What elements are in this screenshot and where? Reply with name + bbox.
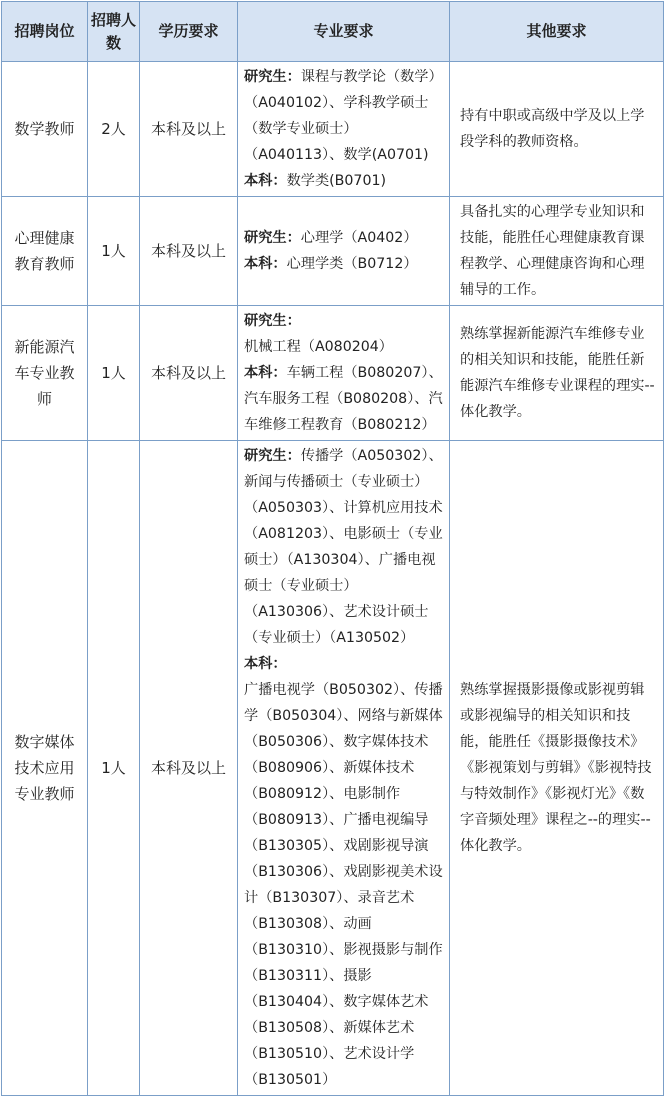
other-cell: 具备扎实的心理学专业知识和技能，能胜任心理健康教育课程教学、心理健康咨询和心理辅导的工作。 (450, 197, 664, 306)
count-cell: 1人 (88, 306, 140, 441)
major-cell (238, 197, 450, 306)
undergraduate-majors: 心理学类（B0712） (286, 256, 418, 272)
count-cell: 1人 (88, 441, 140, 1096)
graduate-majors: 心理学（A0402） (300, 230, 418, 246)
major-cell (238, 441, 450, 1096)
undergraduate-majors: 广播电视学（B050302）、传播学（B050304）、网络与新媒体（B050306）、数字媒体技术（B080906）、新媒体技术（B080912）、电影制作（B080913）、广播电视编导（B130305）、戏剧影视导演（B130306）、戏剧影视美术设计（B130307）、录音艺术（B130308）、动画（B130310）、影视摄影与制作（B130311）、摄影（B130404）、数字媒体艺术（B130508）、新媒体艺术（B130510）、艺术设计学（B130501） (244, 682, 443, 1088)
header-major: 专业要求 (238, 2, 450, 62)
education-cell: 本科及以上 (140, 306, 238, 441)
position-cell: 数学教师 (2, 62, 88, 197)
other-cell: 熟练掌握摄影摄像或影视剪辑或影视编导的相关知识和技能，能胜任《摄影摄像技术》《影视策划与剪辑》《影视特技与特效制作》《影视灯光》《数字音频处理》课程之--的理实--体化教学。 (450, 441, 664, 1096)
major-cell (238, 306, 450, 441)
header-education: 学历要求 (140, 2, 238, 62)
education-cell: 本科及以上 (140, 197, 238, 306)
graduate-majors: 机械工程（A080204） (244, 339, 393, 355)
graduate-majors: 传播学（A050302）、新闻与传播硕士（专业硕士）（A050303）、计算机应用技术（A081203）、电影硕士（专业硕士）（A130304）、广播电视硕士（专业硕士）（A130306）、艺术设计硕士（专业硕士）（A130502） (244, 448, 443, 646)
graduate-label: 研究生： (244, 69, 301, 85)
graduate-majors: 课程与教学论（数学）（A040102）、学科教学硕士（数学专业硕士）（A040113）、数学(A0701) (244, 69, 443, 163)
undergraduate-majors: 数学类(B0701) (286, 173, 387, 189)
table-row (2, 62, 664, 197)
undergraduate-majors: 车辆工程（B080207）、汽车服务工程（B080208）、汽车维修工程教育（B080212） (244, 365, 443, 433)
position-cell: 心理健康教育教师 (2, 197, 88, 306)
undergraduate-label: 本科： (244, 256, 287, 272)
count-cell: 1人 (88, 197, 140, 306)
table-row (2, 441, 664, 1096)
undergraduate-label: 本科： (244, 656, 287, 672)
education-cell: 本科及以上 (140, 441, 238, 1096)
other-cell: 熟练掌握新能源汽车维修专业的相关知识和技能，能胜任新能源汽车维修专业课程的理实--体化教学。 (450, 306, 664, 441)
undergraduate-label: 本科： (244, 173, 287, 189)
table-row (2, 197, 664, 306)
position-cell: 新能源汽车专业教师 (2, 306, 88, 441)
position-cell: 数字媒体技术应用专业教师 (2, 441, 88, 1096)
recruitment-table (1, 1, 664, 1096)
header-other: 其他要求 (450, 2, 664, 62)
major-cell (238, 62, 450, 197)
education-cell: 本科及以上 (140, 62, 238, 197)
count-cell: 2人 (88, 62, 140, 197)
header-count: 招聘人数 (88, 2, 140, 62)
header-position: 招聘岗位 (2, 2, 88, 62)
graduate-label: 研究生： (244, 313, 301, 329)
header-row (2, 2, 664, 62)
other-cell: 持有中职或高级中学及以上学段学科的教师资格。 (450, 62, 664, 197)
table-row (2, 306, 664, 441)
undergraduate-label: 本科： (244, 365, 287, 381)
graduate-label: 研究生： (244, 448, 301, 464)
graduate-label: 研究生： (244, 230, 301, 246)
